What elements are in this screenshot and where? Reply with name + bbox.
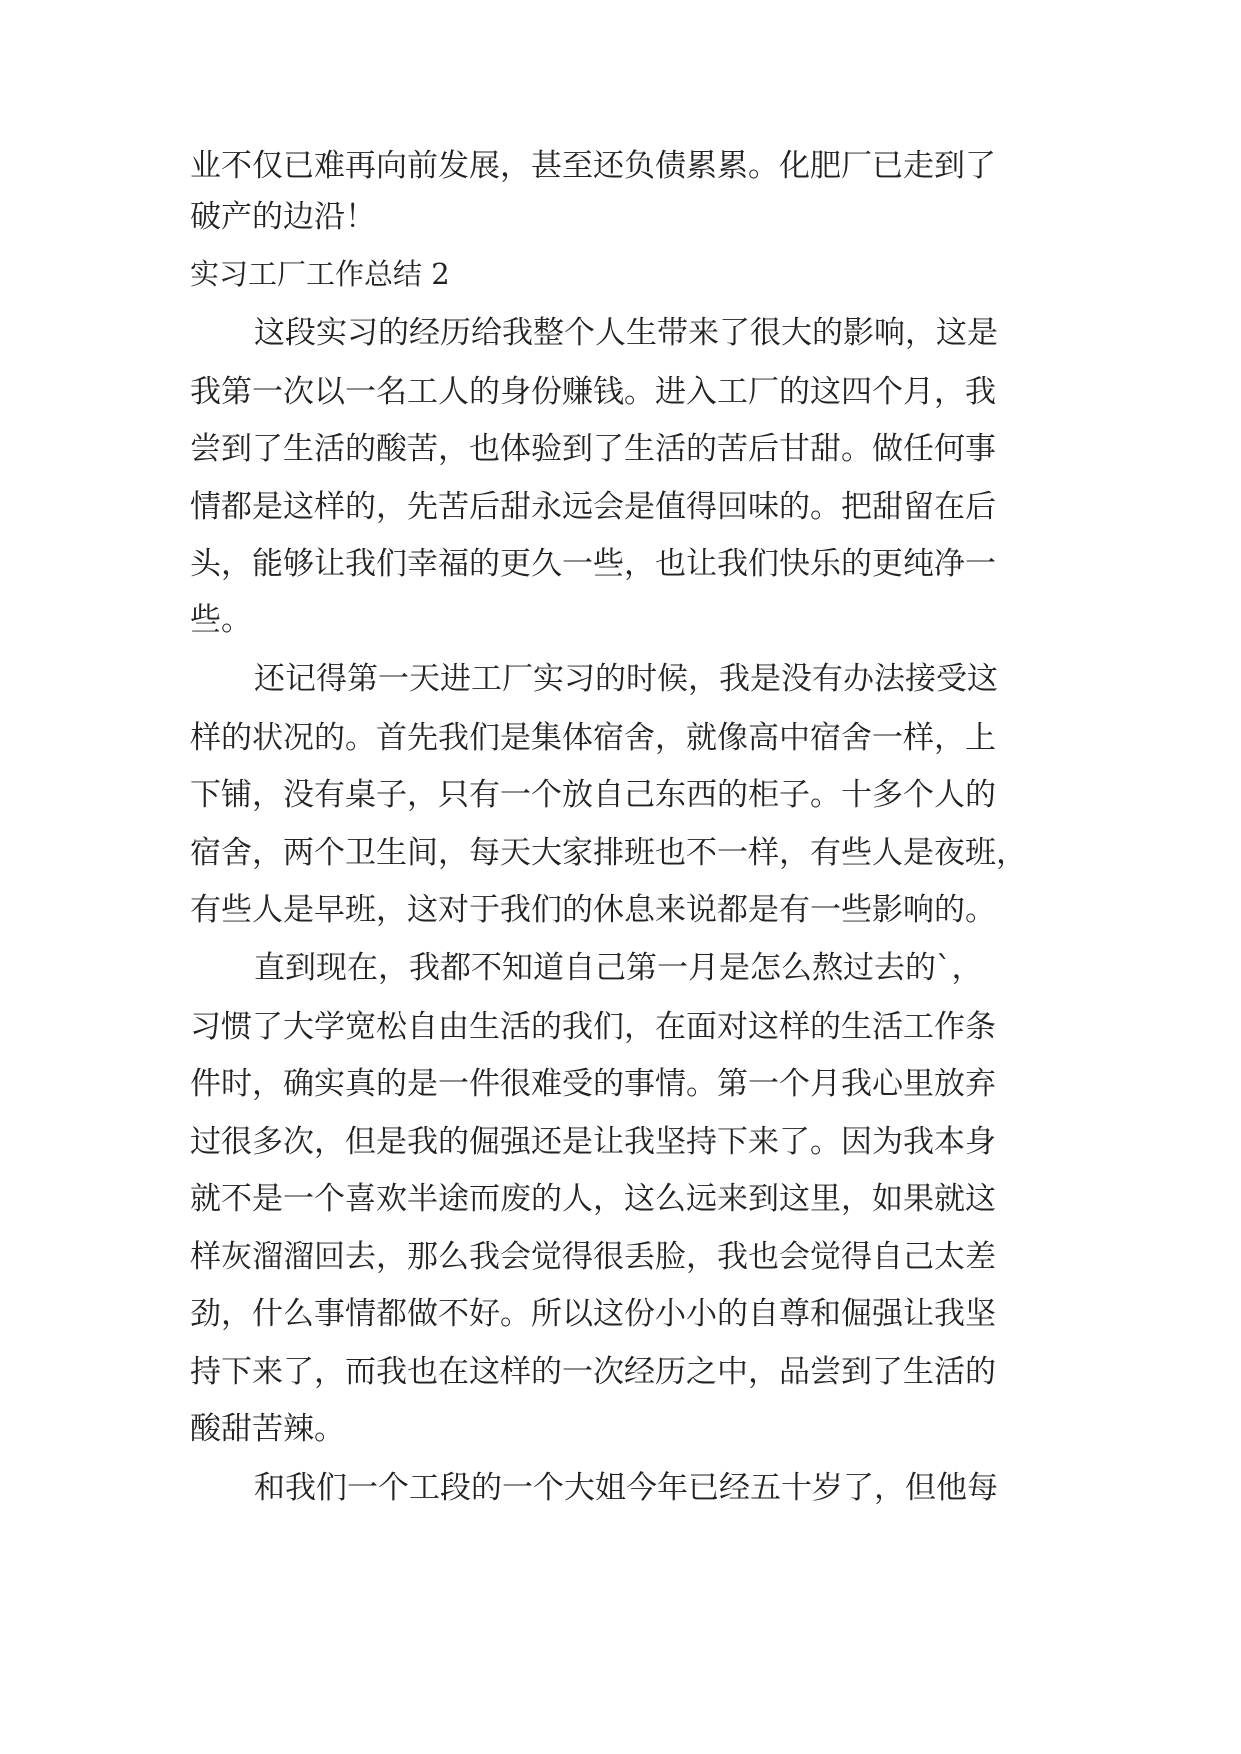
text-line: 我第一次以一名工人的身份赚钱。进入工厂的这四个月，我 [190,374,996,410]
text-line: 头，能够让我们幸福的更久一些，也让我们快乐的更纯净一 [190,546,996,582]
paragraph-first-line: 还记得第一天进工厂实习的时候，我是没有办法接受这 [254,661,998,697]
text-line: 有些人是早班，这对于我们的休息来说都是有一些影响的。 [190,892,996,928]
text-line: 劲，什么事情都做不好。所以这份小小的自尊和倔强让我坚 [190,1296,996,1332]
text-line: 尝到了生活的酸苦，也体验到了生活的苦后甘甜。做任何事 [190,431,996,467]
text-line: 持下来了，而我也在这样的一次经历之中，品尝到了生活的 [190,1354,996,1390]
text-line: 就不是一个喜欢半途而废的人，这么远来到这里，如果就这 [190,1181,996,1217]
text-line: 过很多次，但是我的倔强还是让我坚持下来了。因为我本身 [190,1124,996,1160]
text-line: 破产的边沿！ [190,199,376,235]
text-line: 件时，确实真的是一件很难受的事情。第一个月我心里放弃 [190,1066,996,1102]
text-line: 样灰溜溜回去，那么我会觉得很丢脸，我也会觉得自己太差 [190,1239,996,1275]
text-line: 下铺，没有桌子，只有一个放自己东西的柜子。十多个人的 [190,777,996,813]
text-line: 情都是这样的，先苦后甜永远会是值得回味的。把甜留在后 [190,489,996,525]
text-line: 业不仅已难再向前发展，甚至还负债累累。化肥厂已走到了 [190,148,996,184]
paragraph-first-line: 直到现在，我都不知道自己第一月是怎么熬过去的`， [254,950,983,986]
text-line: 习惯了大学宽松自由生活的我们，在面对这样的生活工作条 [190,1009,996,1045]
paragraph-first-line: 和我们一个工段的一个大姐今年已经五十岁了，但他每 [254,1470,998,1506]
section-heading: 实习工厂工作总结 2 [190,257,450,291]
text-line: 样的状况的。首先我们是集体宿舍，就像高中宿舍一样，上 [190,720,996,756]
text-line: 宿舍，两个卫生间，每天大家排班也不一样，有些人是夜班， [190,835,1027,871]
text-line: 酸甜苦辣。 [190,1411,345,1447]
paragraph-first-line: 这段实习的经历给我整个人生带来了很大的影响，这是 [254,315,998,351]
text-line: 些。 [190,602,252,638]
